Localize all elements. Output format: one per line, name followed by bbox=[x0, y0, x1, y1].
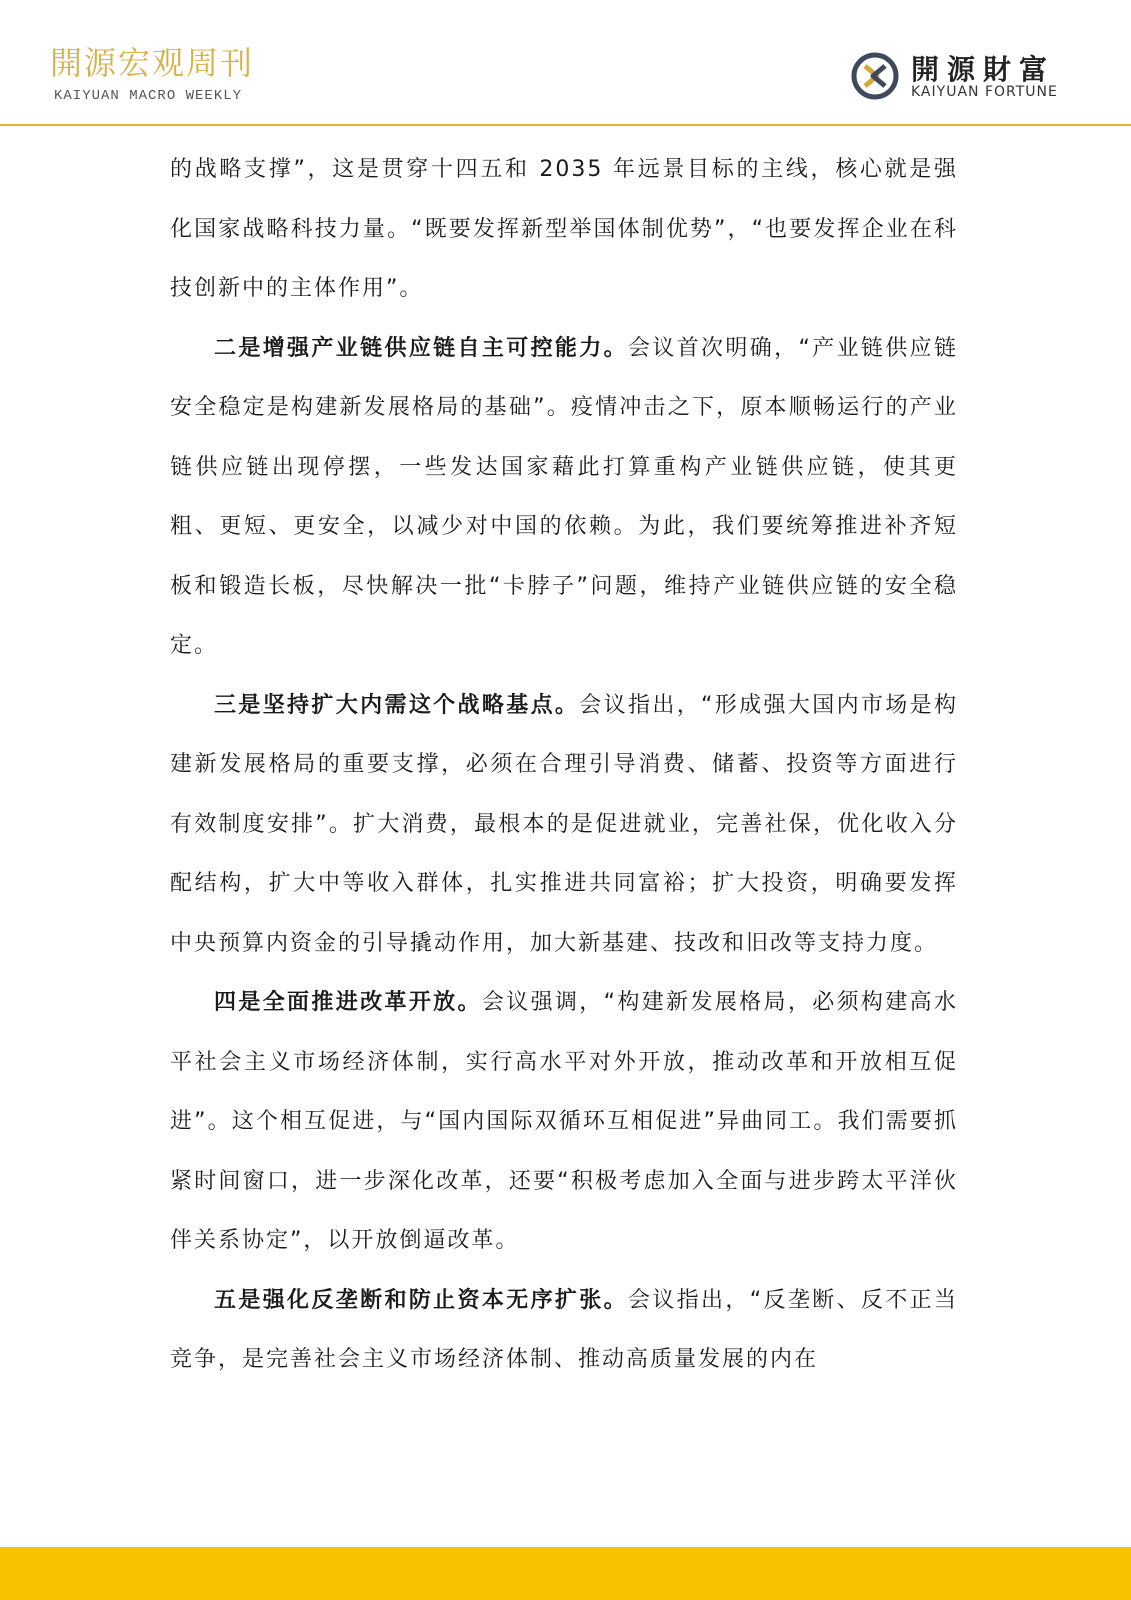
kaiyuan-logo-icon bbox=[851, 52, 899, 100]
brand-name-cn: 開源財富 bbox=[911, 53, 1056, 86]
brand-name-en: KAIYUAN FORTUNE bbox=[911, 84, 1058, 100]
paragraph bbox=[170, 319, 958, 676]
publication-title: 開源宏观周刊 bbox=[50, 44, 255, 82]
paragraph-text: 的战略支撑”，这是贯穿十四五和 2035 年远景目标的主线，核心就是强化国家战略科技力量。“既要发挥新型举国体制优势”，“也要发挥企业在科技创新中的主体作用”。 bbox=[170, 157, 958, 301]
footer-bar bbox=[0, 1547, 1131, 1600]
paragraph-lead: 二是增强产业链供应链自主可控能力。 bbox=[214, 335, 628, 361]
paragraph bbox=[170, 1271, 958, 1390]
paragraph-text: 会议指出，“形成强大国内市场是构建新发展格局的重要支撑，必须在合理引导消费、储蓄、投资等方面进行有效制度安排”。扩大消费，最根本的是促进就业，完善社保，优化收入分配结构，扩大中等收入群体，扎实推进共同富裕；扩大投资，明确要发挥中央预算内资金的引导撬动作用，加大新基建、技改和旧改等支持力度。 bbox=[170, 692, 958, 956]
page-header bbox=[0, 0, 1131, 126]
header-divider bbox=[0, 124, 1131, 126]
brand bbox=[851, 48, 1081, 104]
paragraph-text: 会议强调，“构建新发展格局，必须构建高水平社会主义市场经济体制，实行高水平对外开放，推动改革和开放相互促进”。这个相互促进，与“国内国际双循环互相促进”异曲同工。我们需要抓紧时间窗口，进一步深化改革，还要“积极考虑加入全面与进步跨太平洋伙伴关系协定”，以开放倒逼改革。 bbox=[170, 990, 958, 1253]
paragraph bbox=[170, 140, 958, 319]
paragraph-lead: 四是全面推进改革开放。 bbox=[214, 990, 482, 1015]
paragraph bbox=[170, 676, 958, 974]
paragraph-text: 会议首次明确，“产业链供应链安全稳定是构建新发展格局的基础”。疫情冲击之下，原本顺畅运行的产业链供应链出现停摆，一些发达国家藉此打算重构产业链供应链，使其更粗、更短、更安全，以减少对中国的依赖。为此，我们要统筹推进补齐短板和锻造长板，尽快解决一批“卡脖子”问题，维持产业链供应链的安全稳定。 bbox=[170, 335, 958, 658]
paragraph-lead: 五是强化反垄断和防止资本无序扩张。 bbox=[214, 1287, 628, 1313]
article-body bbox=[170, 140, 958, 1390]
paragraph-text: 会议指出，“反垄断、反不正当竞争，是完善社会主义市场经济体制、推动高质量发展的内在 bbox=[170, 1287, 958, 1372]
paragraph bbox=[170, 973, 958, 1271]
paragraph-lead: 三是坚持扩大内需这个战略基点。 bbox=[214, 692, 580, 718]
publication-subtitle: KAIYUAN MACRO WEEKLY bbox=[54, 88, 243, 104]
